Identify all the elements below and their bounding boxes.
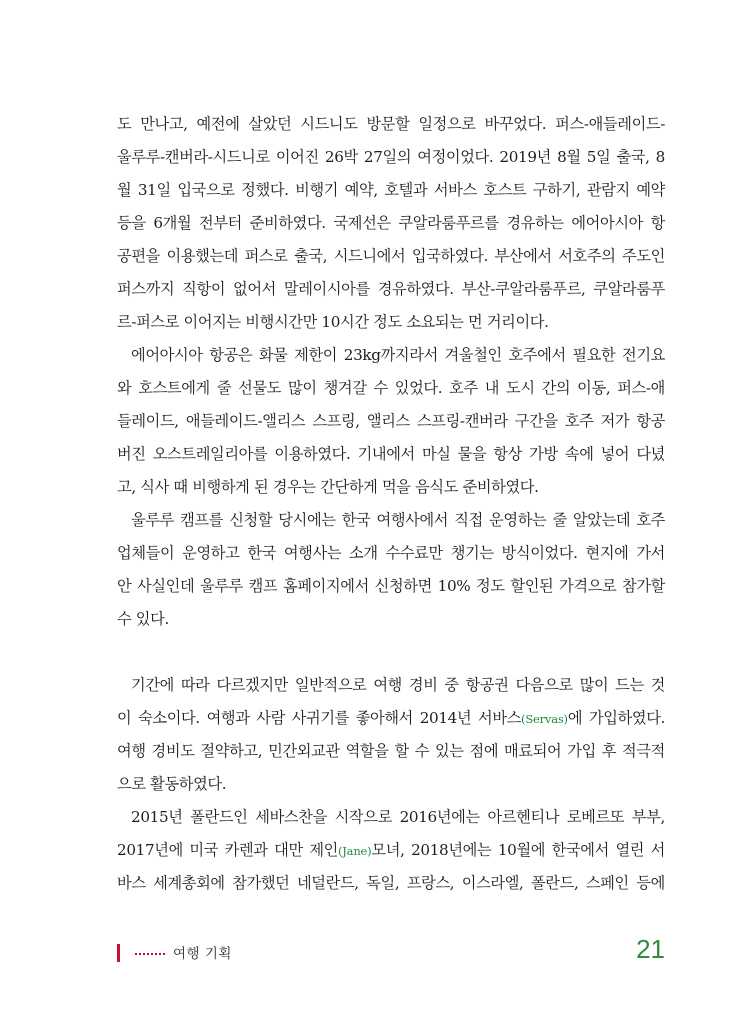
text-line: 르-퍼스로 이어지는 비행시간만 10시간 정도 소요되는 먼 거리이다. <box>117 313 549 331</box>
text-line <box>117 834 665 867</box>
text-line: 버진 오스트레일리아를 이용하였다. 기내에서 마실 물을 항상 가방 속에 넣어 다녔 <box>117 445 665 463</box>
text-line: 울루루-캔버라-시드니로 이어진 26박 27일의 여정이었다. 2019년 8월 5일 출국, 8 <box>117 148 665 166</box>
paragraph-4 <box>117 669 665 801</box>
text-line <box>117 702 665 735</box>
text-line: 안 사실인데 울루루 캠프 홈페이지에서 신청하면 10% 정도 할인된 가격으로 참가할 <box>117 577 665 595</box>
paragraph-1 <box>117 108 665 339</box>
text-line: 월 31일 입국으로 정했다. 비행기 예약, 호텔과 서바스 호스트 구하기, 관람지 예약 <box>117 181 665 199</box>
page-footer <box>117 934 665 974</box>
section-marker-icon <box>117 944 120 962</box>
page-number: 21 <box>636 934 665 964</box>
text-line: 으로 활동하였다. <box>117 775 227 793</box>
text-line: 고, 식사 때 비행하게 된 경우는 간단하게 먹을 음식도 준비하였다. <box>117 478 539 496</box>
body-text <box>117 108 665 900</box>
paragraph-3 <box>117 504 665 636</box>
text-line: 업체들이 운영하고 한국 여행사는 소개 수수료만 챙기는 방식이었다. 현지에 가서 <box>117 544 665 562</box>
dotted-leader <box>135 953 165 955</box>
text-segment: 에 가입하였다. <box>567 709 665 727</box>
text-line: 와 호스트에게 줄 선물도 많이 챙겨갈 수 있었다. 호주 내 도시 간의 이동, 퍼스-애 <box>117 379 665 397</box>
text-line: 2015년 폴란드인 세바스찬을 시작으로 2016년에는 아르헨티나 로베르또 부부, <box>131 808 665 826</box>
section-title: 여행 기획 <box>173 946 232 962</box>
text-line: 들레이드, 애들레이드-앨리스 스프링, 앨리스 스프링-캔버라 구간을 호주 저가 항공 <box>117 412 665 430</box>
paragraph-5 <box>117 801 665 900</box>
text-segment: 모녀, 2018년에는 10월에 한국에서 열린 서 <box>371 841 665 859</box>
text-line: 에어아시아 항공은 화물 제한이 23kg까지라서 겨울철인 호주에서 필요한 전기요 <box>131 346 665 364</box>
text-line: 수 있다. <box>117 610 169 628</box>
text-segment: 이 숙소이다. 여행과 사람 사귀기를 좋아해서 2014년 서바스 <box>117 709 522 727</box>
text-line: 등을 6개월 전부터 준비하였다. 국제선은 쿠알라룸푸르를 경유하는 에어아시아 항 <box>117 214 665 232</box>
text-line: 기간에 따라 다르겠지만 일반적으로 여행 경비 중 항공권 다음으로 많이 드는 것 <box>131 676 665 694</box>
text-line: 도 만나고, 예전에 살았던 시드니도 방문할 일정으로 바꾸었다. 퍼스-애들레이드- <box>117 115 665 133</box>
paragraph-2 <box>117 339 665 504</box>
text-line: 바스 세계총회에 참가했던 네덜란드, 독일, 프랑스, 이스라엘, 폴란드, 스페인 등에 <box>117 874 665 892</box>
text-line: 울루루 캠프를 신청할 당시에는 한국 여행사에서 직접 운영하는 줄 알았는데 호주 <box>131 511 665 529</box>
servas-term: (Servas) <box>521 712 568 726</box>
text-line: 여행 경비도 절약하고, 민간외교관 역할을 할 수 있는 점에 매료되어 가입 후 적극적 <box>117 742 665 760</box>
text-segment: 2017년에 미국 카렌과 대만 제인 <box>117 841 338 859</box>
paragraph-gap <box>117 636 665 669</box>
text-line: 공편을 이용했는데 퍼스로 출국, 시드니에서 입국하였다. 부산에서 서호주의 주도인 <box>117 247 665 265</box>
text-line: 퍼스까지 직항이 없어서 말레이시아를 경유하였다. 부산-쿠알라룸푸르, 쿠알라룸푸 <box>117 280 665 298</box>
jane-term: (Jane) <box>337 844 372 858</box>
